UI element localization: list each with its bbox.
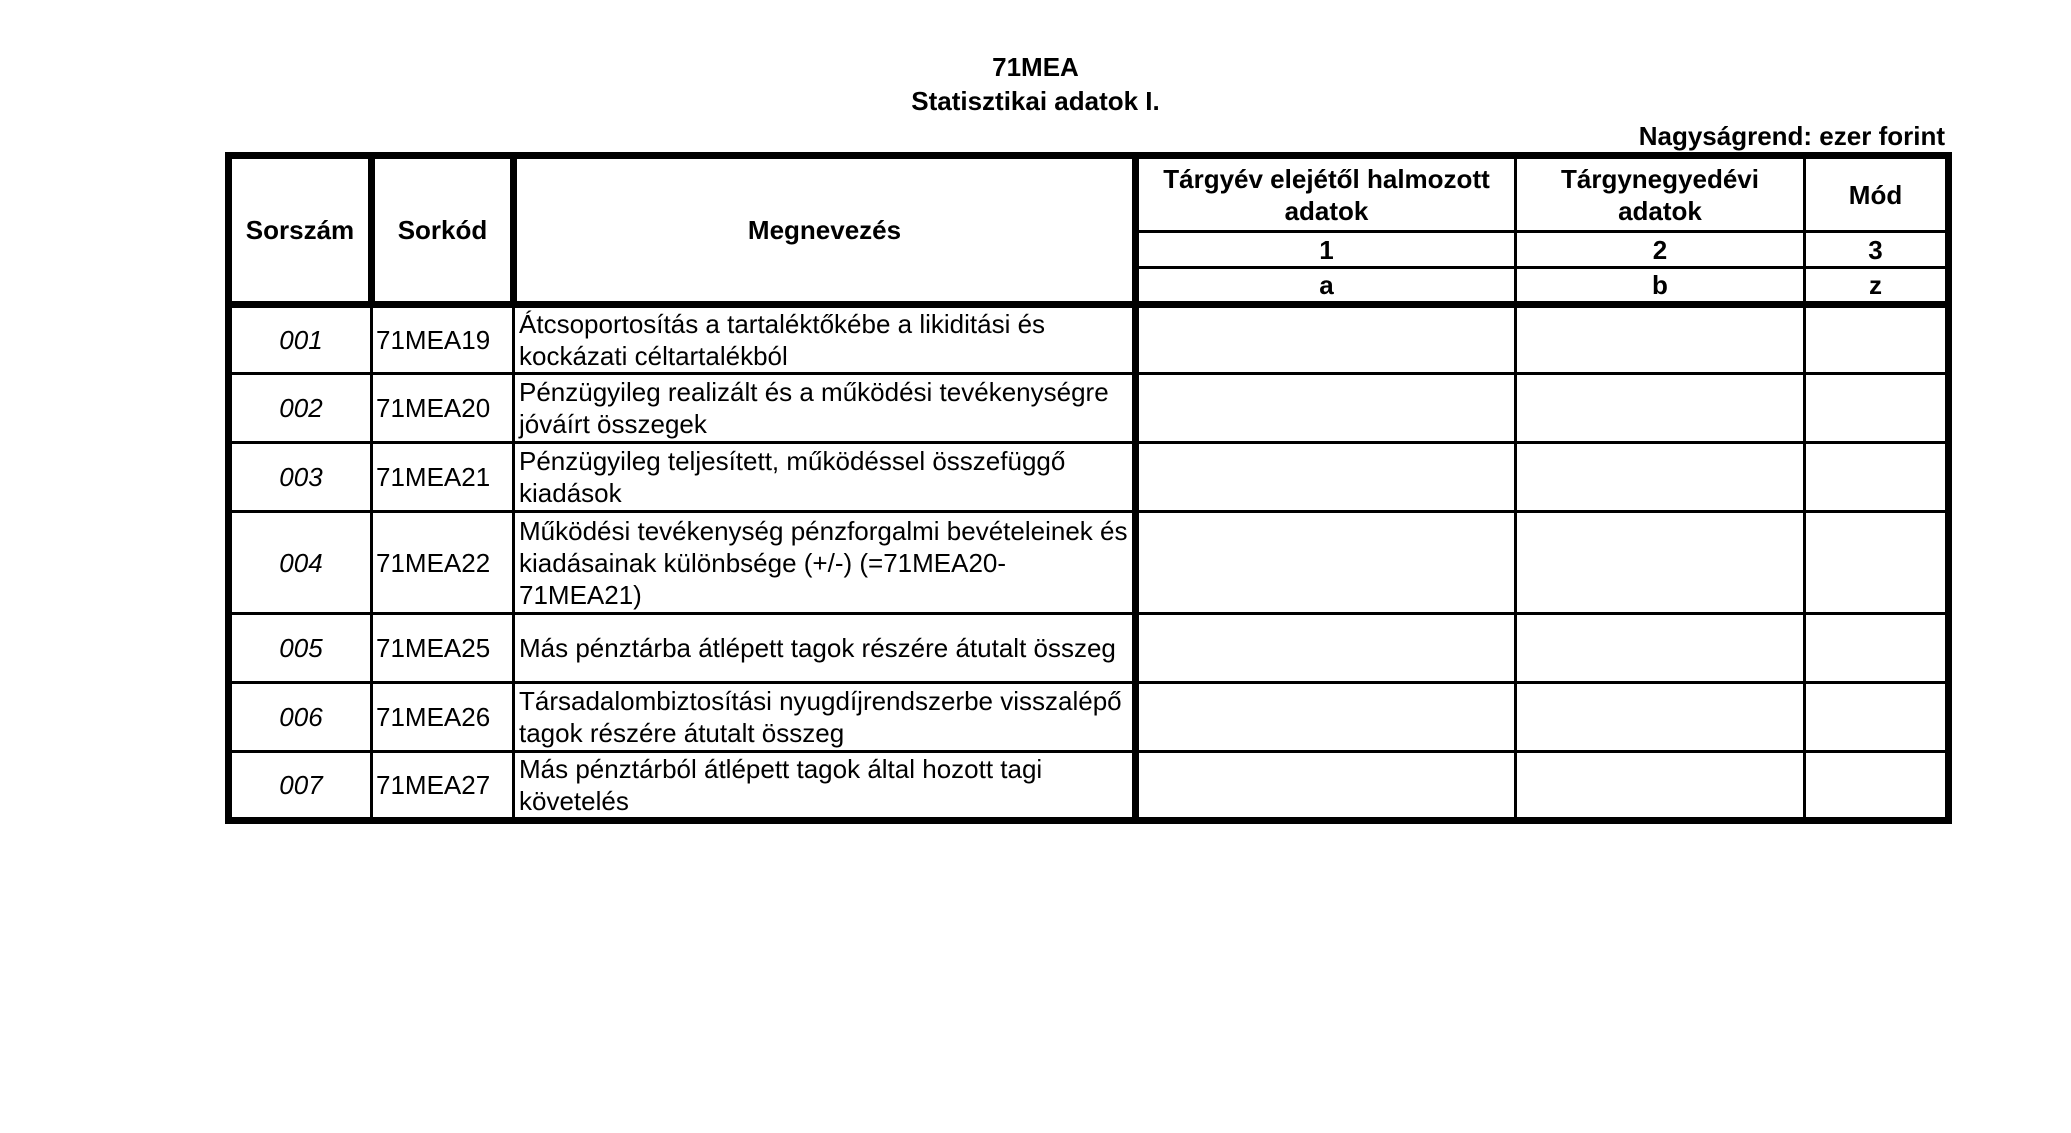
cell-col3-input[interactable]	[1805, 374, 1949, 443]
header-col2-label: Tárgynegyedévi adatok	[1516, 156, 1805, 232]
cell-col1-input[interactable]	[1136, 374, 1516, 443]
row-sorkod: 71MEA26	[372, 683, 514, 752]
data-table	[225, 152, 1952, 824]
cell-col1-input[interactable]	[1136, 614, 1516, 683]
row-megnevezes: Pénzügyileg realizált és a működési tevékenységre jóváírt összegek	[514, 374, 1136, 443]
cell-col3-input[interactable]	[1805, 512, 1949, 614]
cell-col2-input[interactable]	[1516, 374, 1805, 443]
row-megnevezes: Pénzügyileg teljesített, működéssel összefüggő kiadások	[514, 443, 1136, 512]
cell-col1-input[interactable]	[1136, 683, 1516, 752]
row-sorszam: 005	[229, 614, 372, 683]
table-row	[229, 614, 1949, 683]
table-row	[229, 752, 1949, 821]
table-row	[229, 374, 1949, 443]
header-sorszam: Sorszám	[229, 156, 372, 305]
cell-col2-input[interactable]	[1516, 752, 1805, 821]
header-col3-letter: z	[1805, 268, 1949, 305]
form-title: Statisztikai adatok I.	[911, 86, 1160, 116]
cell-col2-input[interactable]	[1516, 683, 1805, 752]
cell-col1-input[interactable]	[1136, 512, 1516, 614]
cell-col1-input[interactable]	[1136, 443, 1516, 512]
cell-col3-input[interactable]	[1805, 443, 1949, 512]
cell-col3-input[interactable]	[1805, 683, 1949, 752]
header-col1-letter: a	[1136, 268, 1516, 305]
row-megnevezes: Más pénztárba átlépett tagok részére átutalt összeg	[514, 614, 1136, 683]
row-megnevezes: Más pénztárból átlépett tagok által hozott tagi követelés	[514, 752, 1136, 821]
row-sorkod: 71MEA21	[372, 443, 514, 512]
cell-col2-input[interactable]	[1516, 305, 1805, 374]
cell-col2-input[interactable]	[1516, 512, 1805, 614]
header-megnevezes: Megnevezés	[514, 156, 1136, 305]
row-megnevezes: Átcsoportosítás a tartaléktőkébe a likiditási és kockázati céltartalékból	[514, 305, 1136, 374]
cell-col1-input[interactable]	[1136, 305, 1516, 374]
row-sorszam: 007	[229, 752, 372, 821]
row-megnevezes: Társadalombiztosítási nyugdíjrendszerbe visszalépő tagok részére átutalt összeg	[514, 683, 1136, 752]
header-sorkod: Sorkód	[372, 156, 514, 305]
form-code: 71MEA	[992, 52, 1079, 82]
cell-col3-input[interactable]	[1805, 305, 1949, 374]
table-row	[229, 305, 1949, 374]
header-col2-letter: b	[1516, 268, 1805, 305]
cell-col1-input[interactable]	[1136, 752, 1516, 821]
table-row	[229, 443, 1949, 512]
header-col3-label: Mód	[1805, 156, 1949, 232]
row-sorkod: 71MEA20	[372, 374, 514, 443]
row-sorkod: 71MEA19	[372, 305, 514, 374]
cell-col2-input[interactable]	[1516, 443, 1805, 512]
row-megnevezes: Működési tevékenység pénzforgalmi bevételeinek és kiadásainak különbsége (+/-) (=71MEA20-71MEA21)	[514, 512, 1136, 614]
cell-col3-input[interactable]	[1805, 614, 1949, 683]
row-sorszam: 006	[229, 683, 372, 752]
row-sorszam: 001	[229, 305, 372, 374]
header-col2-number: 2	[1516, 232, 1805, 268]
cell-col2-input[interactable]	[1516, 614, 1805, 683]
row-sorszam: 004	[229, 512, 372, 614]
row-sorkod: 71MEA27	[372, 752, 514, 821]
table-row	[229, 683, 1949, 752]
row-sorkod: 71MEA25	[372, 614, 514, 683]
unit-label: Nagyságrend: ezer forint	[1638, 121, 1945, 151]
row-sorszam: 003	[229, 443, 372, 512]
header-col3-number: 3	[1805, 232, 1949, 268]
row-sorkod: 71MEA22	[372, 512, 514, 614]
cell-col3-input[interactable]	[1805, 752, 1949, 821]
row-sorszam: 002	[229, 374, 372, 443]
table-row	[229, 512, 1949, 614]
header-col1-number: 1	[1136, 232, 1516, 268]
header-col1-label: Tárgyév elejétől halmozott adatok	[1136, 156, 1516, 232]
